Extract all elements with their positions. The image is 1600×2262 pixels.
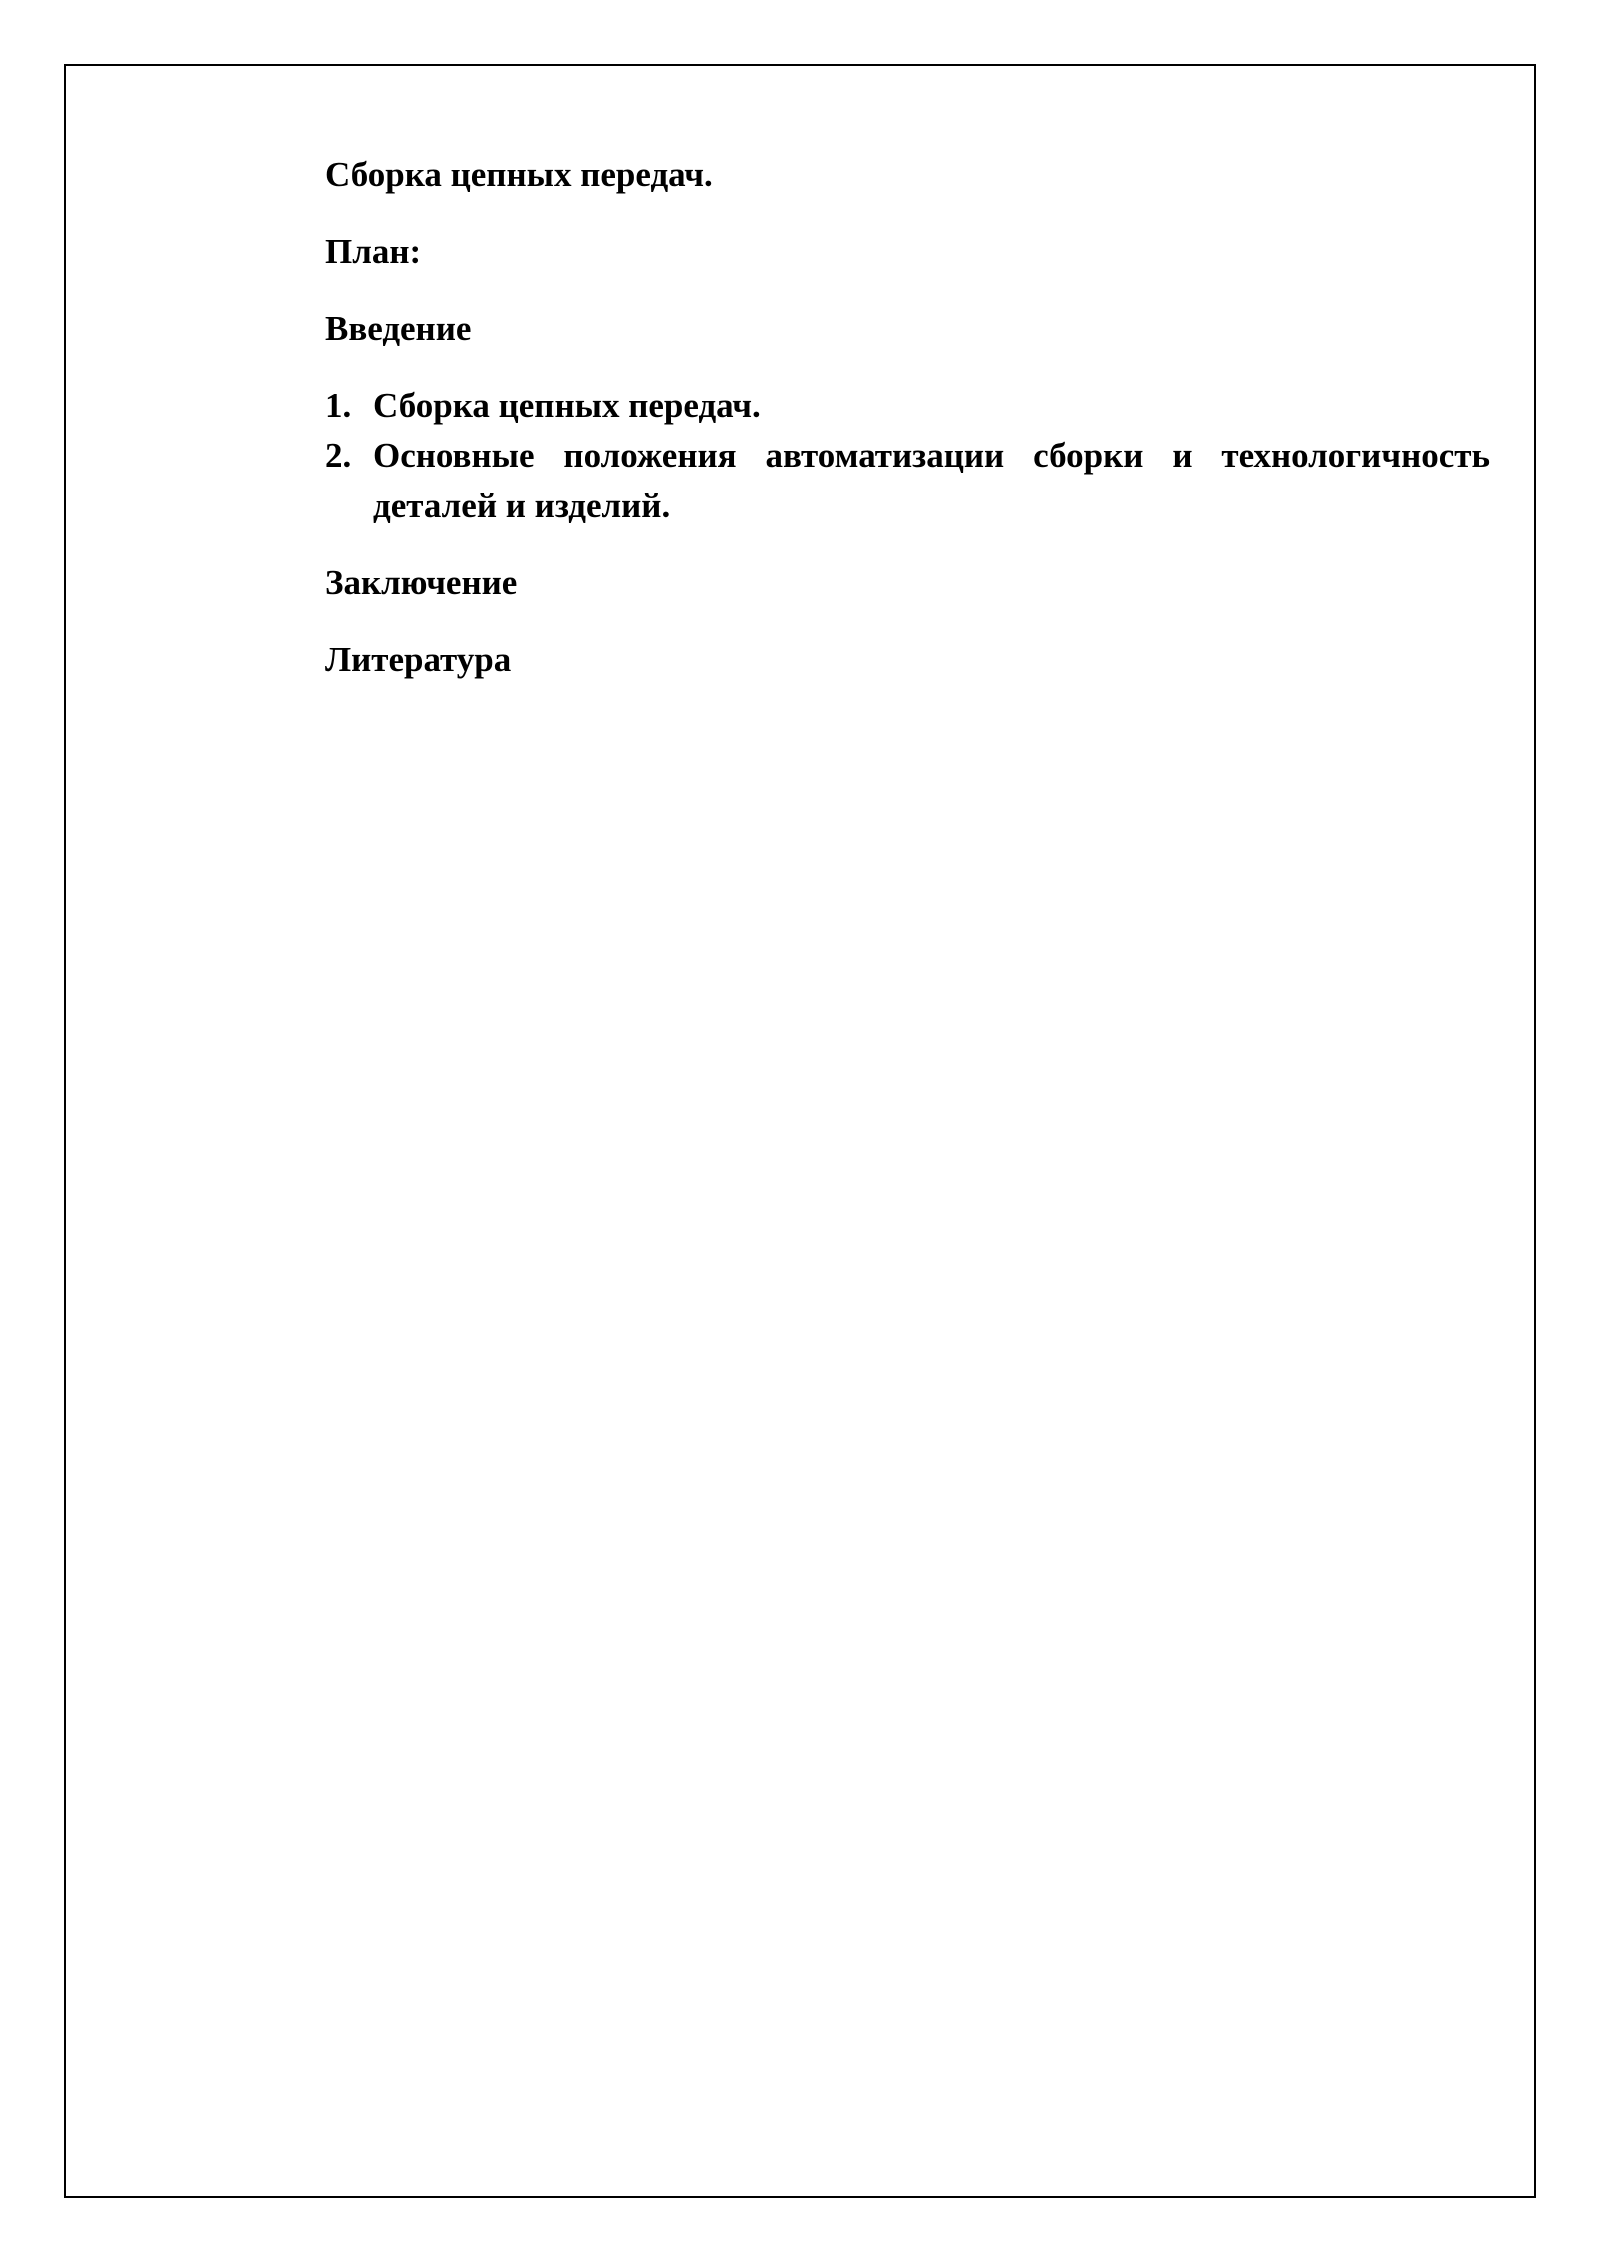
document-title: Сборка цепных передач. xyxy=(325,155,713,194)
toc-intro: Введение xyxy=(325,309,472,348)
toc-list xyxy=(325,381,1490,531)
toc-item-number: 1. xyxy=(325,386,352,425)
toc-conclusion: Заключение xyxy=(325,563,518,602)
toc-item-1 xyxy=(325,381,1490,431)
toc-item-text: Сборка цепных передач. xyxy=(373,386,761,425)
toc-item-number: 2. xyxy=(325,436,352,475)
toc-item-2 xyxy=(325,431,1490,531)
toc-item-text: Основные положения автоматизации сборки и технологичность деталей и изделий. xyxy=(373,436,1490,525)
toc-literature: Литература xyxy=(325,640,512,679)
plan-heading: План: xyxy=(325,232,422,271)
document-body xyxy=(325,150,1490,712)
